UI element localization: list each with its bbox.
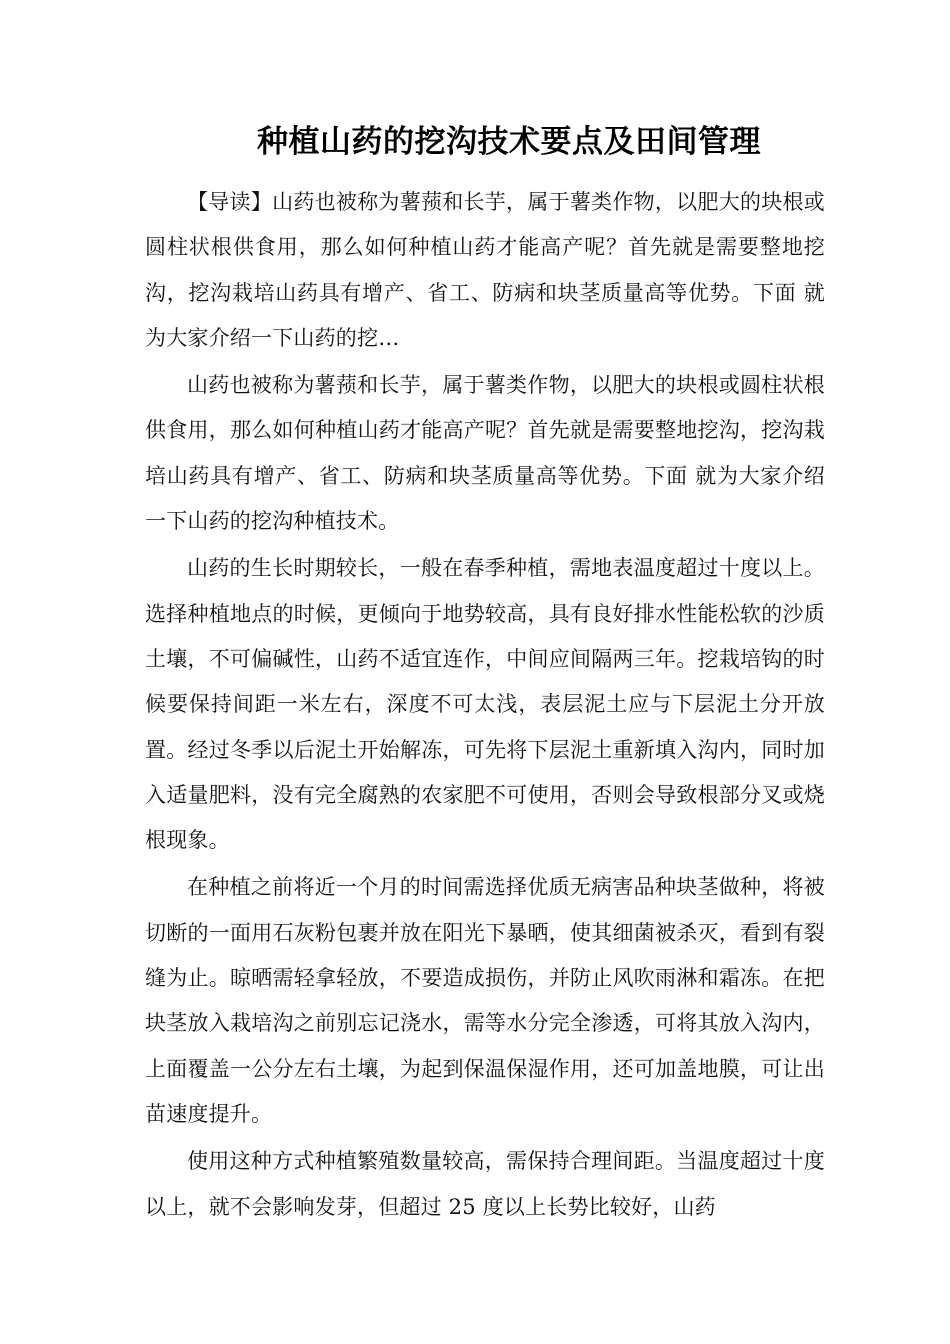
paragraph-intro: 【导读】山药也被称为薯蓣和长芋，属于薯类作物，以肥大的块根或圆柱状根供食用，那么如何种植山药才能高产呢？首先就是需要整地挖沟，挖沟栽培山药具有增产、省工、防病和块茎质量高等优势。下面 就为大家介绍一下山药的挖… bbox=[145, 190, 825, 350]
paragraph-seed-prep: 在种植之前将近一个月的时间需选择优质无病害品种块茎做种，将被切断的一面用石灰粉包裹并放在阳光下暴晒，使其细菌被杀灭，看到有裂缝为止。晾晒需轻拿轻放，不要造成损伤，并防止风吹雨淋和霜冻。在把块茎放入栽培沟之前别忘记浇水，需等水分完全渗透，可将其放入沟内，上面覆盖一公分左右土壤，为起到保温保湿作用，还可加盖地膜，可让出苗速度提升。 bbox=[145, 875, 825, 1126]
document-title: 种植山药的挖沟技术要点及田间管理 bbox=[257, 124, 761, 160]
paragraph-overview: 山药也被称为薯蓣和长芋，属于薯类作物，以肥大的块根或圆柱状根供食用，那么如何种植山药才能高产呢？首先就是需要整地挖沟，挖沟栽培山药具有增产、省工、防病和块茎质量高等优势。下面 就为大家介绍一下山药的挖沟种植技术。 bbox=[145, 373, 825, 534]
paragraph-spacing: 使用这种方式种植繁殖数量较高，需保持合理间距。当温度超过十度以上，就不会影响发芽，但超过 25 度以上长势比较好，山药 bbox=[145, 1149, 825, 1219]
document-body bbox=[145, 180, 825, 1230]
paragraph-soil-prep: 山药的生长时期较长，一般在春季种植，需地表温度超过十度以上。选择种植地点的时候，更倾向于地势较高，具有良好排水性能松软的沙质土壤，不可偏碱性，山药不适宜连作，中间应间隔两三年。挖栽培钩的时候要保持间距一米左右，深度不可太浅，表层泥土应与下层泥土分开放置。经过冬季以后泥土开始解冻，可先将下层泥土重新填入沟内，同时加入适量肥料，没有完全腐熟的农家肥不可使用，否则会导致根部分叉或烧根现象。 bbox=[145, 556, 825, 853]
